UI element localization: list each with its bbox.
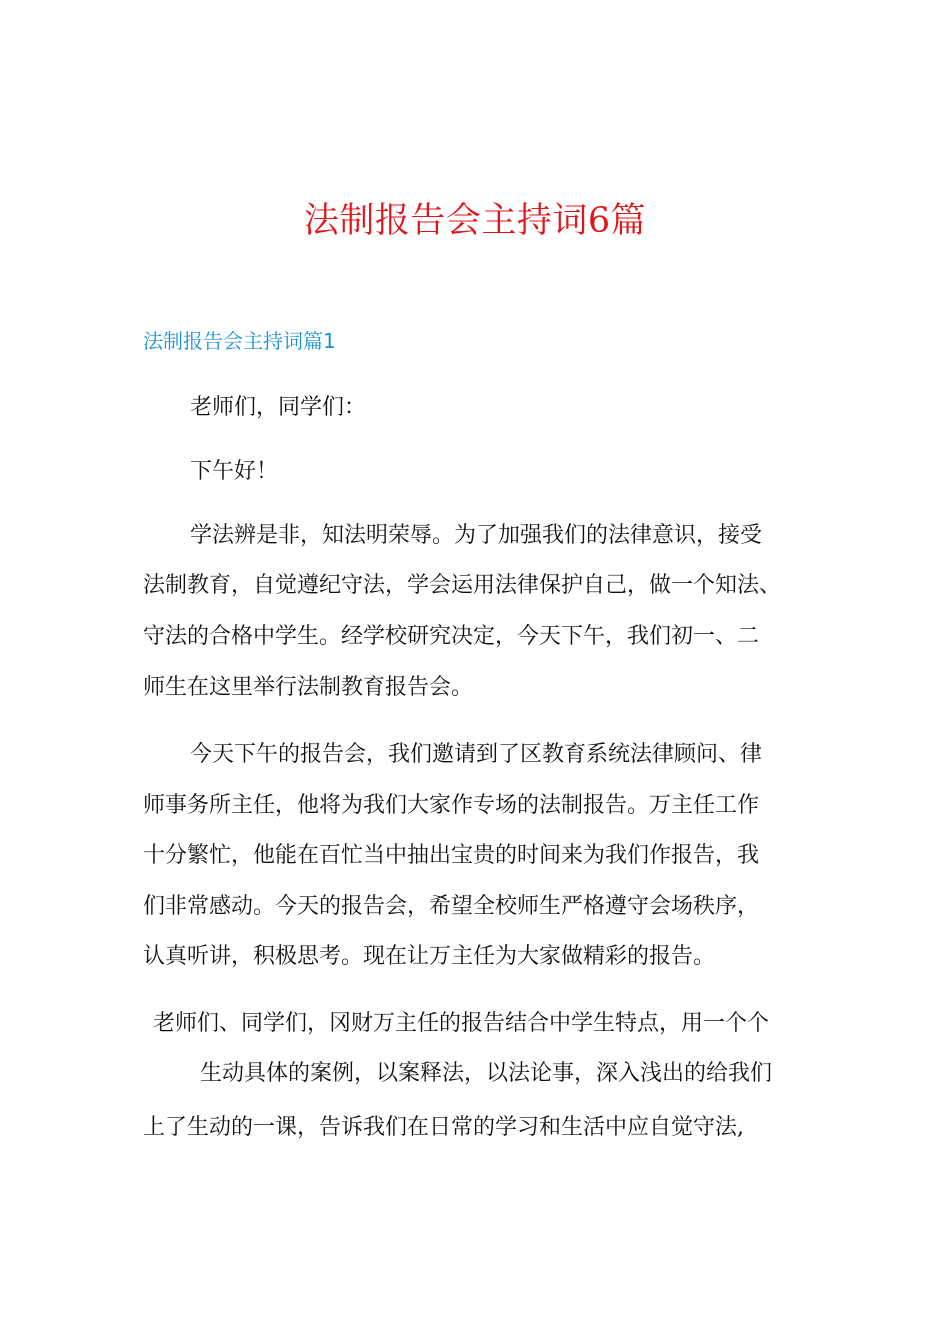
paragraph-line: 师事务所主任，他将为我们大家作专场的法制报告。万主任工作 <box>143 793 760 818</box>
greeting-line: 老师们，同学们： <box>190 395 367 420</box>
paragraph-line: 十分繁忙，他能在百忙当中抽出宝贵的时间来为我们作报告，我 <box>143 843 760 868</box>
paragraph-line: 认真听讲，积极思考。现在让万主任为大家做精彩的报告。 <box>143 944 716 969</box>
paragraph-line: 们非常感动。今天的报告会，希望全校师生严格遵守会场秩序， <box>143 894 760 919</box>
paragraph-line: 师生在这里举行法制教育报告会。 <box>143 675 474 700</box>
document-title: 法制报告会主持词6篇 <box>303 201 647 241</box>
paragraph-line: 老师们、同学们，冈财万主任的报告结合中学生特点，用一个个 <box>153 1011 770 1036</box>
paragraph-line: 上了生动的一课，告诉我们在日常的学习和生活中应自觉守法, <box>143 1115 744 1140</box>
paragraph-line: 守法的合格中学生。经学校研究决定，今天下午，我们初一、二 <box>143 624 760 649</box>
paragraph-line: 学法辨是非，知法明荣辱。为了加强我们的法律意识，接受 <box>190 523 763 548</box>
paragraph-line: 今天下午的报告会，我们邀请到了区教育系统法律顾问、律 <box>190 742 763 767</box>
paragraph-line: 法制教育，自觉遵纪守法，学会运用法律保护自己，做一个知法、 <box>143 573 782 598</box>
greeting-line: 下午好！ <box>190 459 279 484</box>
section-heading: 法制报告会主持词篇1 <box>143 329 336 353</box>
paragraph-line: 生动具体的案例，以案释法，以法论事，深入浅出的给我们 <box>200 1061 773 1086</box>
